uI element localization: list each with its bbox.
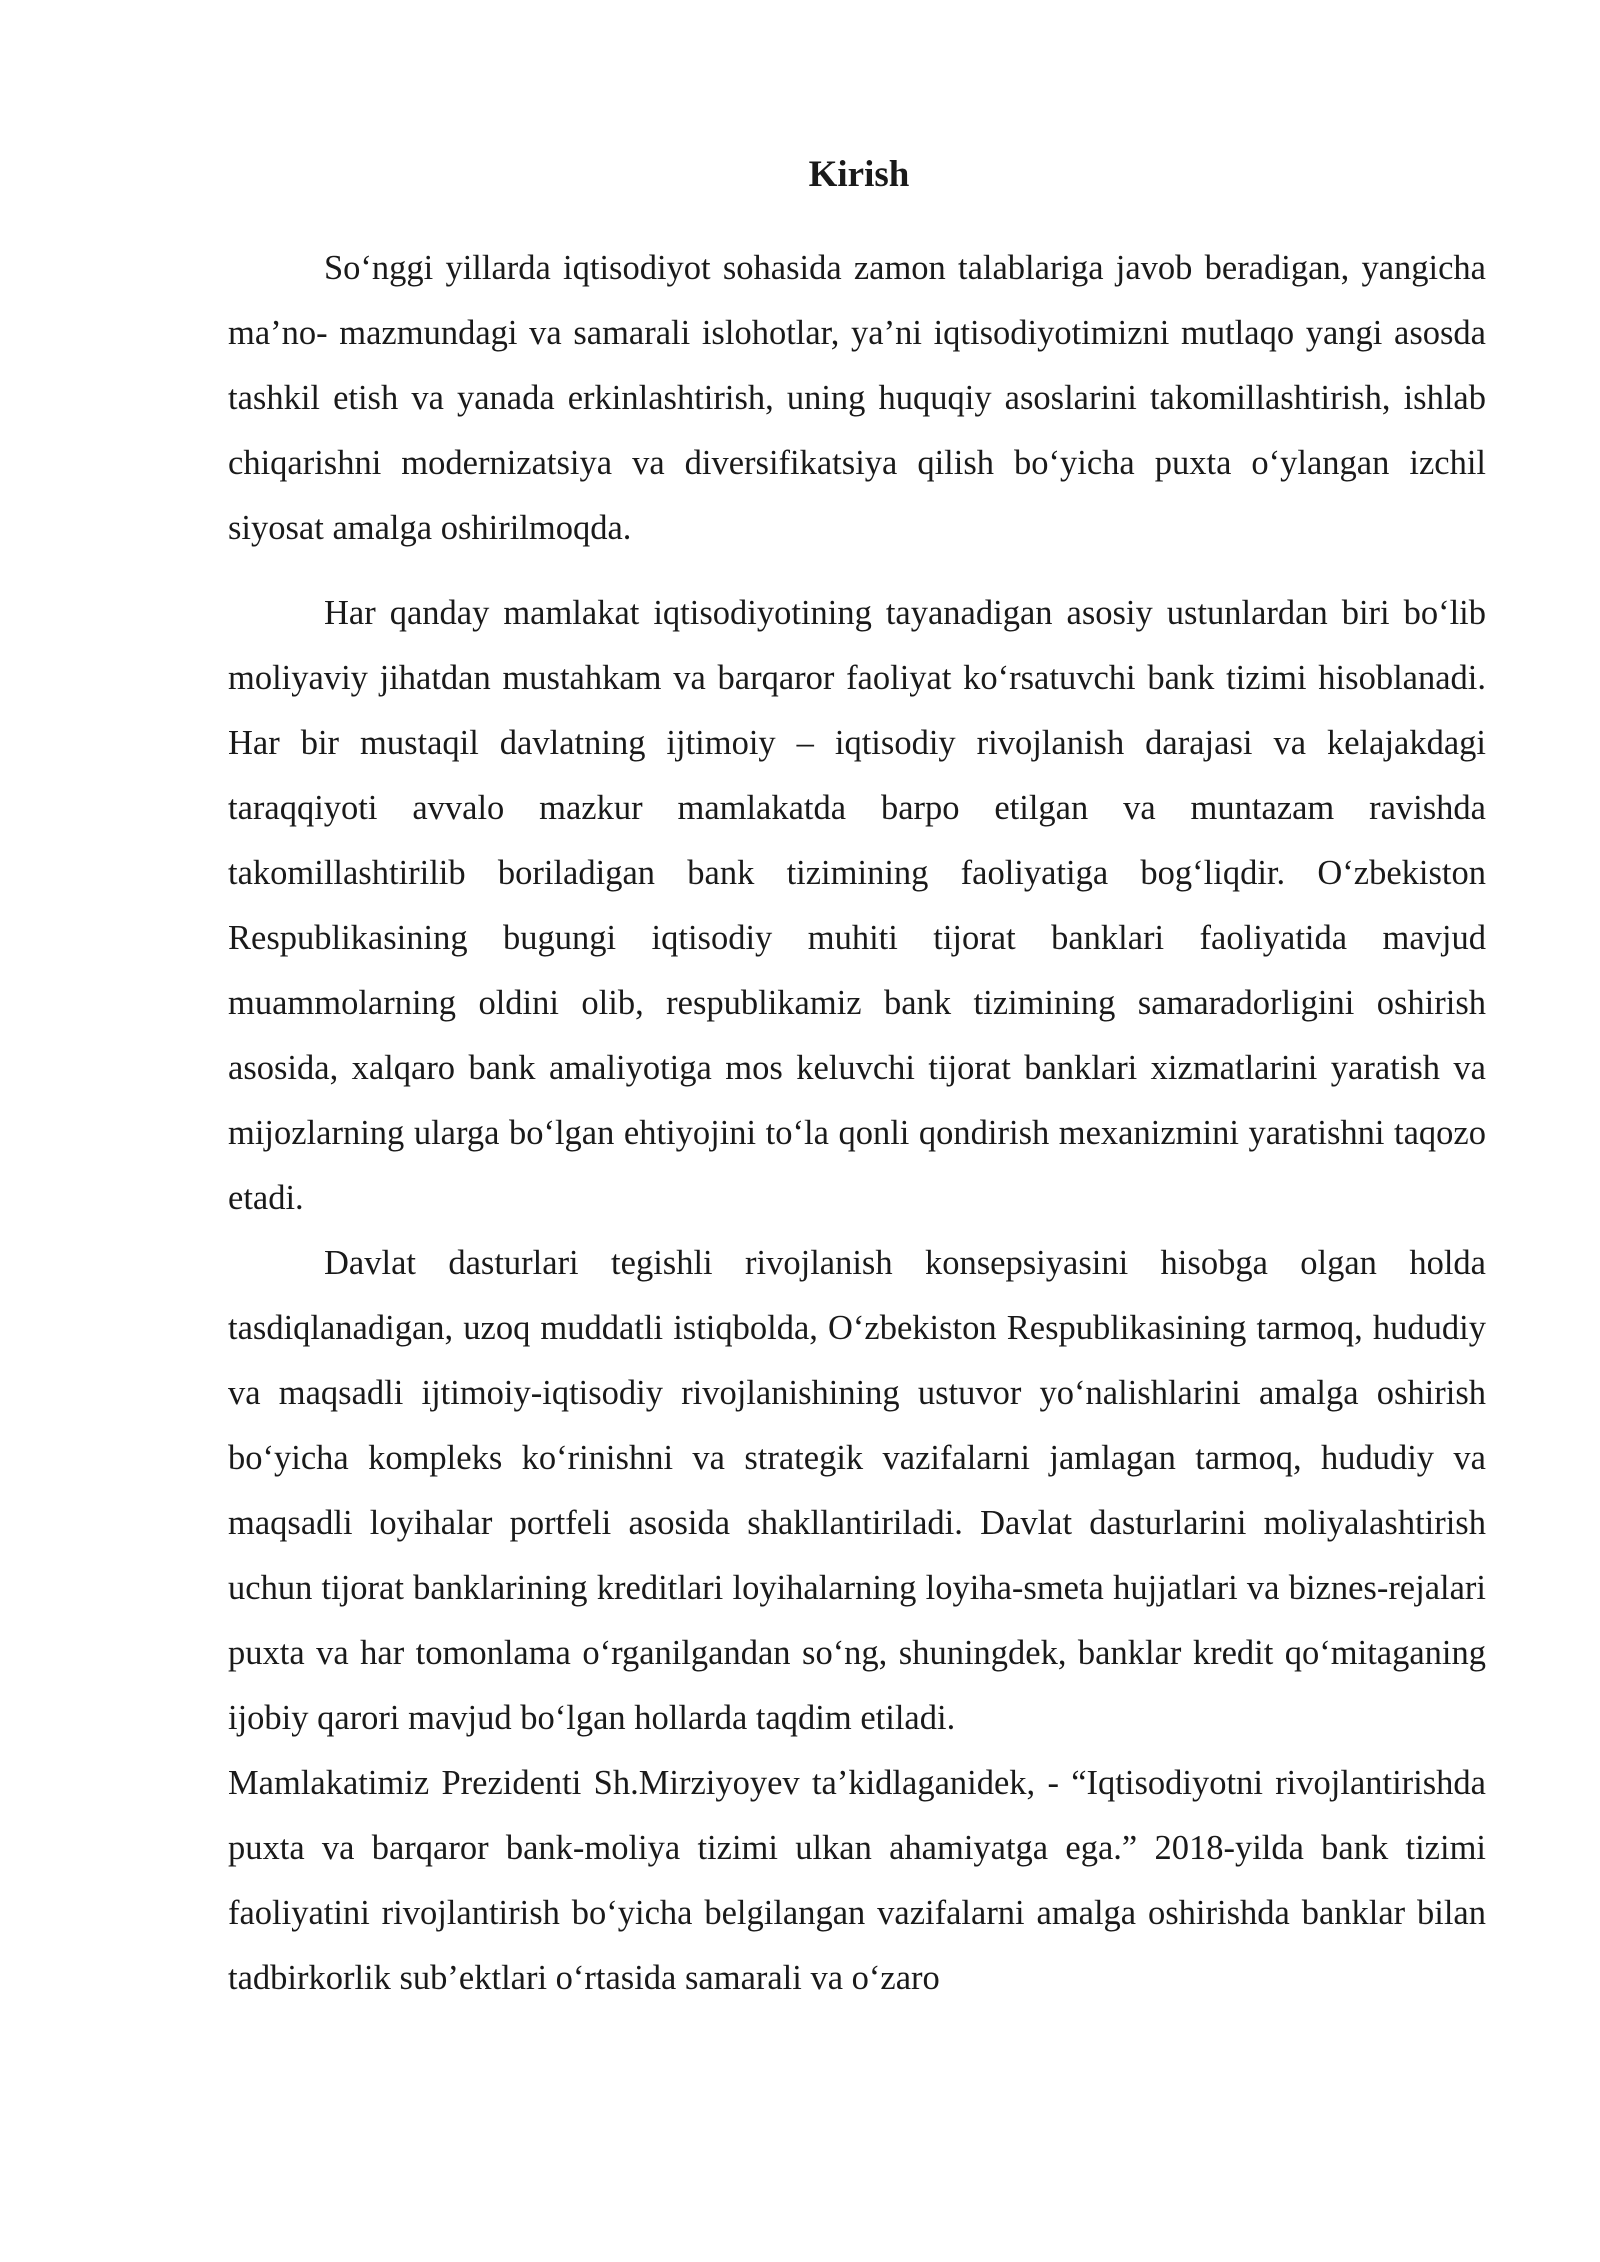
- paragraph-4: Mamlakatimiz Prezidenti Sh.Mirziyoyev ta’kidlaganidek, - “Iqtisodiyotni rivojlantirishda puxta va barqaror bank-moliya tizimi ulkan ahamiyatga ega.” 2018-yilda bank tizimi faoliyatini rivojlantirish bo‘yicha belgilangan vazifalarni amalga oshirishda banklar bilan tadbirkorlik sub’ektlari o‘rtasida samarali va o‘zaro: [228, 1764, 1486, 1997]
- page-title: Kirish: [808, 154, 910, 195]
- document-body: [228, 236, 1486, 2011]
- paragraph-1: So‘nggi yillarda iqtisodiyot sohasida zamon talablariga javob beradigan, yangicha ma’no- mazmundagi va samarali islohotlar, ya’ni iqtisodiyotimizni mutlaqo yangi asosda tashkil etish va yanada erkinlashtirish, uning huquqiy asoslarini takomillashtirish, ishlab chiqarishni modernizatsiya va diversifikatsiya qilish bo‘yicha puxta o‘ylangan izchil siyosat amalga oshirilmoqda.: [228, 249, 1486, 547]
- paragraph-3: Davlat dasturlari tegishli rivojlanish konsepsiyasini hisobga olgan holda tasdiqlanadigan, uzoq muddatli istiqbolda, O‘zbekiston Respublikasining tarmoq, hududiy va maqsadli ijtimoiy-iqtisodiy rivojlanishining ustuvor yo‘nalishlarini amalga oshirish bo‘yicha kompleks ko‘rinishni va strategik vazifalarni jamlagan tarmoq, hududiy va maqsadli loyihalar portfeli asosida shakllantiriladi. Davlat dasturlarini moliyalashtirish uchun tijorat banklarining kreditlari loyihalarning loyiha-smeta hujjatlari va biznes-rejalari puxta va har tomonlama o‘rganilgandan so‘ng, shuningdek, banklar kredit qo‘mitaganing ijobiy qarori mavjud bo‘lgan hollarda taqdim etiladi.: [228, 1244, 1486, 1737]
- paragraph-2: Har qanday mamlakat iqtisodiyotining tayanadigan asosiy ustunlardan biri bo‘lib moliyaviy jihatdan mustahkam va barqaror faoliyat ko‘rsatuvchi bank tizimi hisoblanadi. Har bir mustaqil davlatning ijtimoiy – iqtisodiy rivojlanish darajasi va kelajakdagi taraqqiyoti avvalo mazkur mamlakatda barpo etilgan va muntazam ravishda takomillashtirilib boriladigan bank tizimining faoliyatiga bog‘liqdir. O‘zbekiston Respublikasining bugungi iqtisodiy muhiti tijorat banklari faoliyatida mavjud muammolarning oldini olib, respublikamiz bank tizimining samaradorligini oshirish asosida, xalqaro bank amaliyotiga mos keluvchi tijorat banklari xizmatlarini yaratish va mijozlarning ularga bo‘lgan ehtiyojini to‘la qonli qondirish mexanizmini yaratishni taqozo etadi.: [228, 594, 1486, 1217]
